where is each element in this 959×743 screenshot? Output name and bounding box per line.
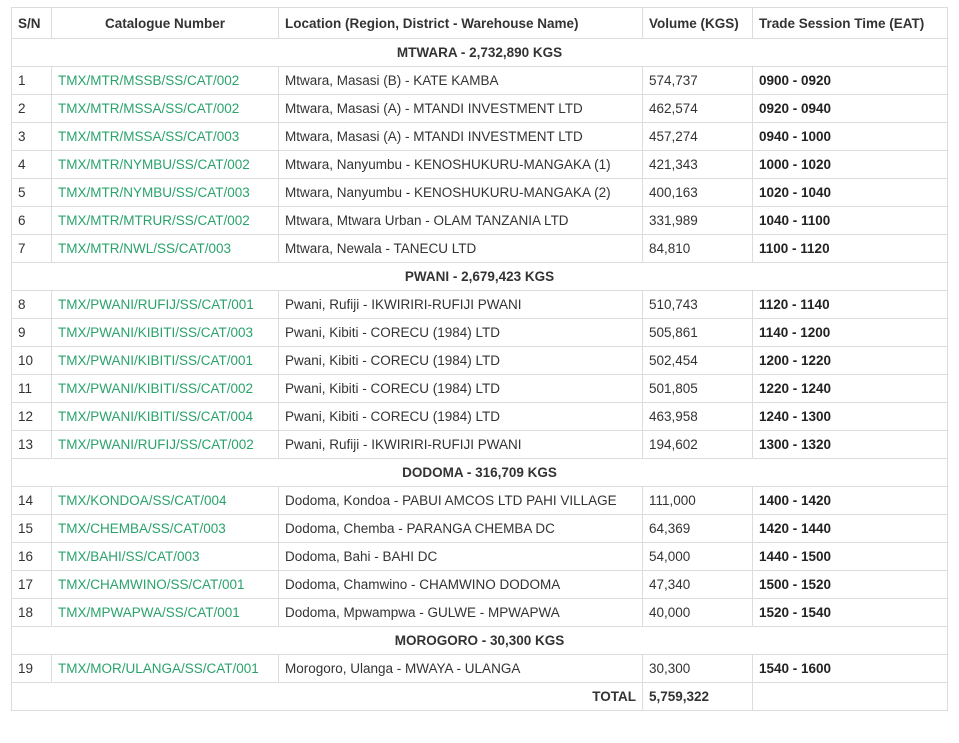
catalogue-link[interactable]: TMX/PWANI/KIBITI/SS/CAT/003 (58, 325, 254, 340)
cell-volume: 194,602 (643, 431, 753, 459)
cell-catalogue (52, 235, 279, 263)
cell-location: Pwani, Rufiji - IKWIRIRI-RUFIJI PWANI (279, 431, 643, 459)
cell-session-time: 0900 - 0920 (753, 67, 948, 95)
cell-catalogue (52, 431, 279, 459)
cell-session-time: 1140 - 1200 (753, 319, 948, 347)
catalogue-link[interactable]: TMX/PWANI/RUFIJ/SS/CAT/001 (58, 297, 254, 312)
cell-sn: 16 (12, 543, 52, 571)
cell-sn: 8 (12, 291, 52, 319)
table-row (12, 431, 948, 459)
cell-catalogue (52, 291, 279, 319)
cell-catalogue (52, 347, 279, 375)
cell-volume: 421,343 (643, 151, 753, 179)
catalogue-link[interactable]: TMX/BAHI/SS/CAT/003 (58, 549, 200, 564)
cell-catalogue (52, 515, 279, 543)
total-empty-cell (753, 683, 948, 711)
cell-volume: 400,163 (643, 179, 753, 207)
catalogue-link[interactable]: TMX/KONDOA/SS/CAT/004 (58, 493, 227, 508)
header-time: Trade Session Time (EAT) (753, 8, 948, 39)
total-label: TOTAL (12, 683, 643, 711)
cell-sn: 11 (12, 375, 52, 403)
table-row (12, 207, 948, 235)
cell-location: Dodoma, Kondoa - PABUI AMCOS LTD PAHI VILLAGE (279, 487, 643, 515)
catalogue-link[interactable]: TMX/MOR/ULANGA/SS/CAT/001 (58, 661, 259, 676)
cell-catalogue (52, 375, 279, 403)
cell-volume: 510,743 (643, 291, 753, 319)
cell-catalogue (52, 543, 279, 571)
cell-catalogue (52, 599, 279, 627)
table-row (12, 67, 948, 95)
cell-sn: 5 (12, 179, 52, 207)
cell-session-time: 1200 - 1220 (753, 347, 948, 375)
catalogue-link[interactable]: TMX/PWANI/KIBITI/SS/CAT/002 (58, 381, 254, 396)
catalogue-link[interactable]: TMX/CHEMBA/SS/CAT/003 (58, 521, 226, 536)
cell-sn: 10 (12, 347, 52, 375)
cell-volume: 30,300 (643, 655, 753, 683)
region-heading: MTWARA - 2,732,890 KGS (12, 39, 948, 67)
catalogue-link[interactable]: TMX/MTR/MTRUR/SS/CAT/002 (58, 213, 250, 228)
table-row (12, 291, 948, 319)
catalogue-table (11, 7, 948, 711)
header-sn: S/N (12, 8, 52, 39)
cell-volume: 463,958 (643, 403, 753, 431)
table-header (12, 8, 948, 39)
cell-catalogue (52, 67, 279, 95)
cell-location: Dodoma, Mpwampwa - GULWE - MPWAPWA (279, 599, 643, 627)
cell-sn: 19 (12, 655, 52, 683)
total-row (12, 683, 948, 711)
total-value: 5,759,322 (643, 683, 753, 711)
cell-volume: 502,454 (643, 347, 753, 375)
region-heading: MOROGORO - 30,300 KGS (12, 627, 948, 655)
cell-location: Pwani, Rufiji - IKWIRIRI-RUFIJI PWANI (279, 291, 643, 319)
region-row (12, 263, 948, 291)
header-volume: Volume (KGS) (643, 8, 753, 39)
cell-sn: 13 (12, 431, 52, 459)
cell-session-time: 1000 - 1020 (753, 151, 948, 179)
cell-location: Mtwara, Masasi (A) - MTANDI INVESTMENT LTD (279, 95, 643, 123)
cell-sn: 9 (12, 319, 52, 347)
cell-catalogue (52, 123, 279, 151)
table-row (12, 319, 948, 347)
table-row (12, 487, 948, 515)
region-row (12, 627, 948, 655)
table-row (12, 543, 948, 571)
cell-catalogue (52, 571, 279, 599)
catalogue-link[interactable]: TMX/PWANI/KIBITI/SS/CAT/001 (58, 353, 254, 368)
cell-volume: 505,861 (643, 319, 753, 347)
header-row (12, 8, 948, 39)
cell-volume: 111,000 (643, 487, 753, 515)
cell-session-time: 1540 - 1600 (753, 655, 948, 683)
cell-session-time: 1220 - 1240 (753, 375, 948, 403)
cell-location: Dodoma, Chamwino - CHAMWINO DODOMA (279, 571, 643, 599)
cell-location: Pwani, Kibiti - CORECU (1984) LTD (279, 319, 643, 347)
cell-session-time: 1400 - 1420 (753, 487, 948, 515)
cell-catalogue (52, 487, 279, 515)
table-row (12, 655, 948, 683)
table-row (12, 375, 948, 403)
region-heading: PWANI - 2,679,423 KGS (12, 263, 948, 291)
cell-session-time: 1420 - 1440 (753, 515, 948, 543)
cell-location: Dodoma, Bahi - BAHI DC (279, 543, 643, 571)
cell-volume: 501,805 (643, 375, 753, 403)
cell-volume: 64,369 (643, 515, 753, 543)
cell-location: Pwani, Kibiti - CORECU (1984) LTD (279, 347, 643, 375)
catalogue-link[interactable]: TMX/PWANI/RUFIJ/SS/CAT/002 (58, 437, 254, 452)
catalogue-link[interactable]: TMX/MTR/MSSB/SS/CAT/002 (58, 73, 240, 88)
table-row (12, 179, 948, 207)
cell-session-time: 1240 - 1300 (753, 403, 948, 431)
catalogue-table-container (11, 7, 947, 711)
table-row (12, 403, 948, 431)
header-catalogue: Catalogue Number (52, 8, 279, 39)
cell-session-time: 0940 - 1000 (753, 123, 948, 151)
catalogue-link[interactable]: TMX/MTR/NYMBU/SS/CAT/002 (58, 157, 250, 172)
cell-catalogue (52, 655, 279, 683)
cell-volume: 462,574 (643, 95, 753, 123)
cell-sn: 3 (12, 123, 52, 151)
table-body (12, 39, 948, 711)
cell-location: Morogoro, Ulanga - MWAYA - ULANGA (279, 655, 643, 683)
cell-location: Pwani, Kibiti - CORECU (1984) LTD (279, 375, 643, 403)
cell-volume: 47,340 (643, 571, 753, 599)
header-location: Location (Region, District - Warehouse Name) (279, 8, 643, 39)
cell-session-time: 1040 - 1100 (753, 207, 948, 235)
cell-sn: 18 (12, 599, 52, 627)
table-row (12, 95, 948, 123)
catalogue-link[interactable]: TMX/MTR/MSSA/SS/CAT/002 (58, 101, 240, 116)
cell-sn: 15 (12, 515, 52, 543)
cell-location: Mtwara, Mtwara Urban - OLAM TANZANIA LTD (279, 207, 643, 235)
region-row (12, 39, 948, 67)
cell-location: Mtwara, Nanyumbu - KENOSHUKURU-MANGAKA (2) (279, 179, 643, 207)
cell-session-time: 1300 - 1320 (753, 431, 948, 459)
cell-location: Dodoma, Chemba - PARANGA CHEMBA DC (279, 515, 643, 543)
cell-sn: 1 (12, 67, 52, 95)
cell-volume: 84,810 (643, 235, 753, 263)
catalogue-link[interactable]: TMX/MPWAPWA/SS/CAT/001 (58, 605, 240, 620)
table-row (12, 123, 948, 151)
catalogue-link[interactable]: TMX/PWANI/KIBITI/SS/CAT/004 (58, 409, 254, 424)
cell-catalogue (52, 151, 279, 179)
cell-catalogue (52, 319, 279, 347)
cell-sn: 14 (12, 487, 52, 515)
cell-sn: 12 (12, 403, 52, 431)
cell-catalogue (52, 95, 279, 123)
cell-location: Mtwara, Newala - TANECU LTD (279, 235, 643, 263)
catalogue-link[interactable]: TMX/MTR/MSSA/SS/CAT/003 (58, 129, 240, 144)
cell-session-time: 0920 - 0940 (753, 95, 948, 123)
cell-volume: 457,274 (643, 123, 753, 151)
region-heading: DODOMA - 316,709 KGS (12, 459, 948, 487)
cell-volume: 574,737 (643, 67, 753, 95)
cell-sn: 2 (12, 95, 52, 123)
cell-sn: 17 (12, 571, 52, 599)
cell-volume: 54,000 (643, 543, 753, 571)
cell-volume: 331,989 (643, 207, 753, 235)
region-row (12, 459, 948, 487)
cell-session-time: 1520 - 1540 (753, 599, 948, 627)
cell-sn: 4 (12, 151, 52, 179)
table-row (12, 571, 948, 599)
cell-session-time: 1100 - 1120 (753, 235, 948, 263)
catalogue-link[interactable]: TMX/MTR/NWL/SS/CAT/003 (58, 241, 232, 256)
cell-session-time: 1500 - 1520 (753, 571, 948, 599)
cell-location: Mtwara, Nanyumbu - KENOSHUKURU-MANGAKA (1) (279, 151, 643, 179)
catalogue-link[interactable]: TMX/CHAMWINO/SS/CAT/001 (58, 577, 245, 592)
table-row (12, 515, 948, 543)
table-row (12, 347, 948, 375)
table-row (12, 599, 948, 627)
cell-location: Mtwara, Masasi (A) - MTANDI INVESTMENT LTD (279, 123, 643, 151)
cell-catalogue (52, 403, 279, 431)
cell-session-time: 1020 - 1040 (753, 179, 948, 207)
cell-volume: 40,000 (643, 599, 753, 627)
cell-location: Pwani, Kibiti - CORECU (1984) LTD (279, 403, 643, 431)
cell-sn: 6 (12, 207, 52, 235)
table-row (12, 235, 948, 263)
cell-sn: 7 (12, 235, 52, 263)
cell-location: Mtwara, Masasi (B) - KATE KAMBA (279, 67, 643, 95)
cell-session-time: 1440 - 1500 (753, 543, 948, 571)
cell-session-time: 1120 - 1140 (753, 291, 948, 319)
cell-catalogue (52, 179, 279, 207)
catalogue-link[interactable]: TMX/MTR/NYMBU/SS/CAT/003 (58, 185, 250, 200)
cell-catalogue (52, 207, 279, 235)
table-row (12, 151, 948, 179)
